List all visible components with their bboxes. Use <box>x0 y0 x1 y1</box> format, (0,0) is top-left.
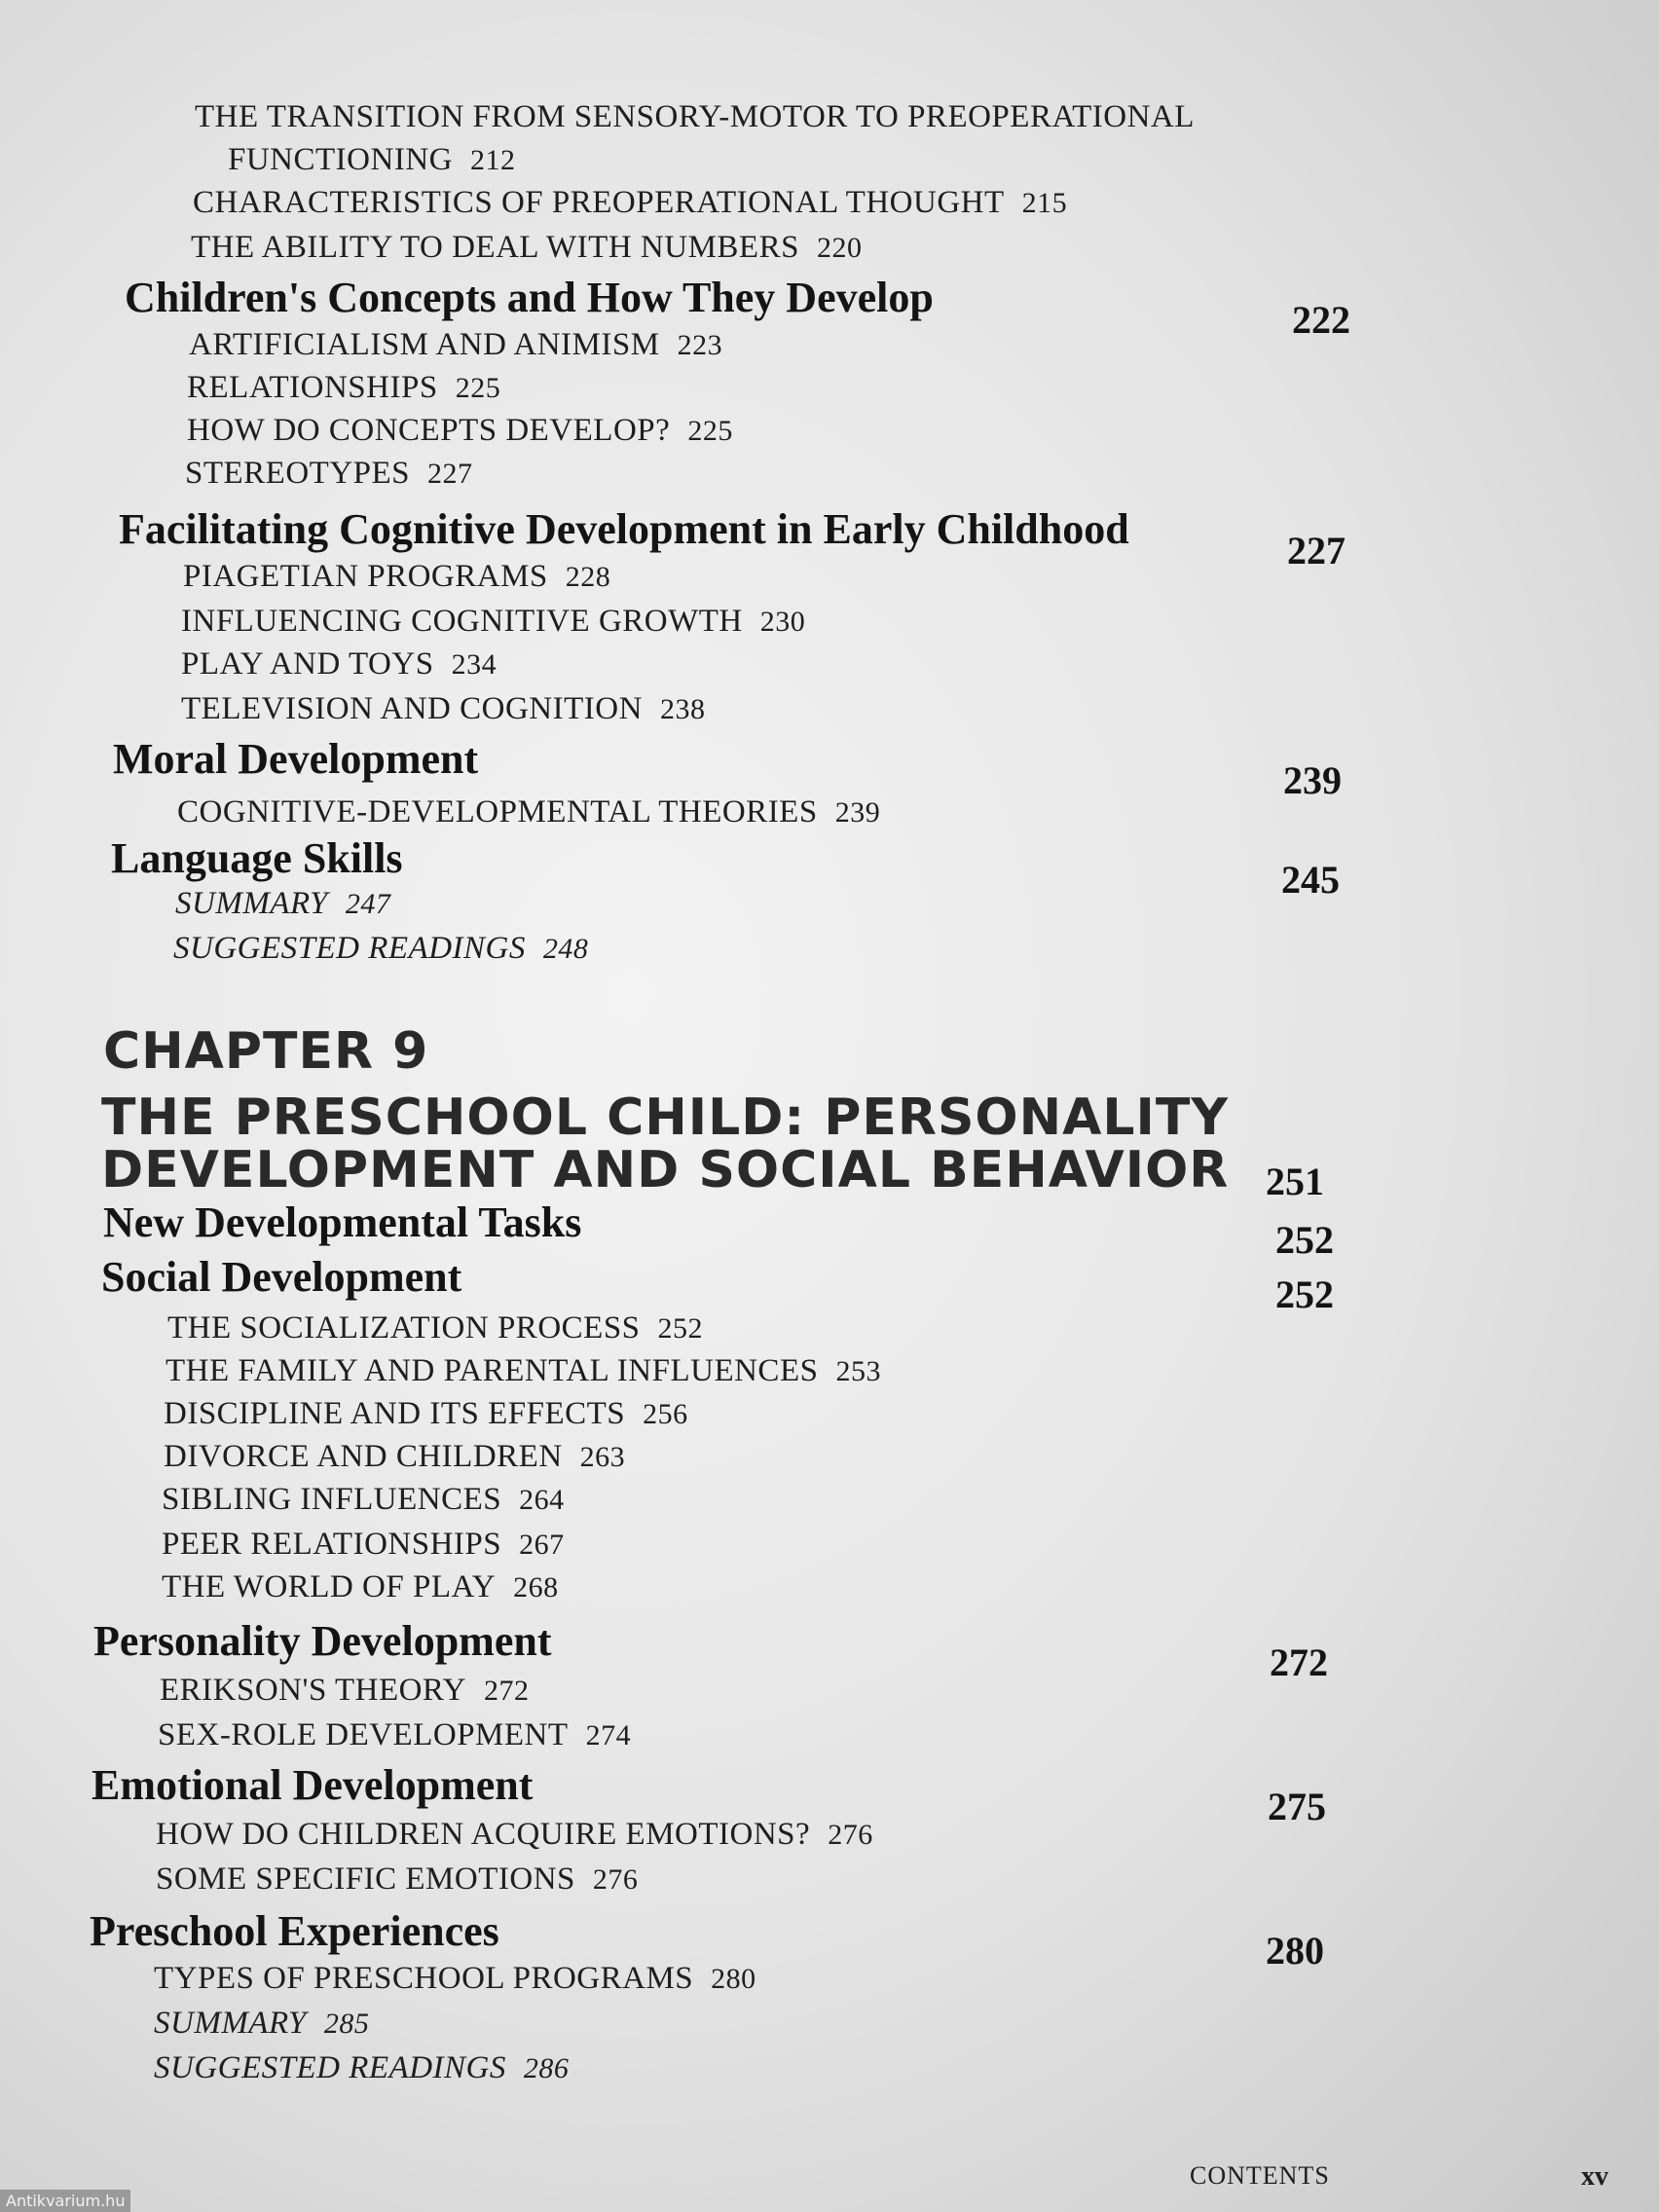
toc-subentry-label: SUMMARY <box>154 2006 307 2041</box>
running-head: CONTENTS <box>1190 2161 1330 2190</box>
toc-subentry-label: DIVORCE AND CHILDREN <box>164 1439 563 1474</box>
toc-subentry-label: THE TRANSITION FROM SENSORY-MOTOR TO PREOPERATIONAL <box>195 99 1195 134</box>
toc-subentry-label: ERIKSON'S THEORY <box>160 1673 466 1708</box>
toc-subentry <box>187 370 500 406</box>
toc-subentry-label: THE FAMILY AND PARENTAL INFLUENCES <box>166 1353 819 1388</box>
toc-section-page: 239 <box>1283 758 1342 802</box>
toc-section-title: Preschool Experiences <box>90 1907 499 1955</box>
toc-subentry-label: SEX-ROLE DEVELOPMENT <box>158 1717 569 1752</box>
toc-subentry-label: SOME SPECIFIC EMOTIONS <box>156 1862 575 1897</box>
toc-subentry-label: FUNCTIONING <box>228 142 453 177</box>
toc-subentry-page: 274 <box>585 1719 632 1751</box>
toc-subentry-label: PEER RELATIONSHIPS <box>162 1527 502 1562</box>
toc-subentry <box>154 2006 369 2042</box>
toc-subentry-label: RELATIONSHIPS <box>187 370 438 405</box>
toc-subentry <box>162 1482 565 1518</box>
toc-section-page: 272 <box>1270 1641 1328 1684</box>
toc-section-page: 222 <box>1292 298 1350 342</box>
toc-subentry-label: HOW DO CONCEPTS DEVELOP? <box>187 413 671 448</box>
toc-subentry <box>154 1961 756 1997</box>
toc-section-page: 245 <box>1281 858 1340 902</box>
toc-subentry <box>167 1310 703 1346</box>
chapter-number: CHAPTER 9 <box>103 1022 429 1081</box>
toc-subentry <box>193 185 1067 221</box>
toc-subentry-page: 239 <box>834 796 881 829</box>
toc-subentry-label: COGNITIVE-DEVELOPMENTAL THEORIES <box>177 794 818 830</box>
toc-subentry <box>181 691 705 727</box>
toc-section-page: 227 <box>1287 529 1346 572</box>
toc-subentry-page: 286 <box>523 2052 570 2084</box>
toc-subentry <box>162 1527 565 1563</box>
toc-subentry-page: 212 <box>470 144 516 176</box>
toc-subentry-page: 264 <box>519 1484 565 1516</box>
toc-subentry-label: SUGGESTED READINGS <box>154 2050 506 2085</box>
toc-subentry-label: DISCIPLINE AND ITS EFFECTS <box>164 1396 626 1431</box>
toc-subentry-label: PLAY AND TOYS <box>181 646 434 682</box>
toc-subentry-page: 230 <box>759 606 806 638</box>
toc-subentry <box>195 99 1195 135</box>
toc-subentry-label: INFLUENCING COGNITIVE GROWTH <box>181 604 743 639</box>
toc-subentry <box>181 604 805 640</box>
toc-subentry <box>191 230 862 266</box>
toc-section-title: Social Development <box>101 1253 462 1301</box>
toc-subentry-page: 253 <box>835 1355 881 1387</box>
toc-subentry-label: CHARACTERISTICS OF PREOPERATIONAL THOUGHT <box>193 185 1005 220</box>
toc-subentry-page: 238 <box>659 693 706 725</box>
toc-subentry <box>156 1862 638 1898</box>
chapter-page: 251 <box>1266 1160 1324 1203</box>
toc-section-page: 280 <box>1266 1929 1324 1972</box>
toc-subentry <box>164 1396 688 1432</box>
toc-subentry-label: PIAGETIAN PROGRAMS <box>183 559 548 594</box>
chapter-title-line1: THE PRESCHOOL CHILD: PERSONALITY <box>101 1088 1229 1147</box>
toc-subentry-label: TELEVISION AND COGNITION <box>181 691 643 726</box>
toc-subentry-page: 215 <box>1021 187 1068 219</box>
toc-subentry-page: 223 <box>677 329 723 361</box>
toc-subentry-page: 252 <box>657 1312 704 1345</box>
toc-subentry <box>183 559 610 595</box>
toc-section-title: Language Skills <box>111 834 403 882</box>
toc-subentry-page: 225 <box>687 415 733 447</box>
toc-subentry-label: THE WORLD OF PLAY <box>162 1569 497 1604</box>
toc-subentry-label: SUMMARY <box>175 886 328 921</box>
toc-subentry-page: 256 <box>643 1398 688 1430</box>
toc-section-page: 252 <box>1275 1218 1334 1262</box>
toc-subentry <box>187 413 733 449</box>
toc-subentry-label: SIBLING INFLUENCES <box>162 1482 502 1517</box>
toc-subentry <box>160 1673 529 1709</box>
toc-section-title: New Developmental Tasks <box>103 1198 582 1246</box>
toc-subentry <box>162 1569 559 1605</box>
toc-subentry-page: 276 <box>592 1863 639 1896</box>
toc-subentry <box>177 794 880 830</box>
toc-subentry-page: 247 <box>345 888 391 920</box>
toc-section-title: Children's Concepts and How They Develop <box>125 274 934 321</box>
toc-subentry-page: 280 <box>711 1963 756 1995</box>
toc-subentry <box>166 1353 881 1389</box>
toc-section-title: Moral Development <box>113 735 479 783</box>
toc-subentry-page: 225 <box>455 372 501 404</box>
toc-subentry-page: 272 <box>483 1675 530 1707</box>
toc-subentry <box>181 646 497 682</box>
toc-subentry <box>173 931 588 967</box>
toc-subentry-page: 285 <box>323 2008 370 2040</box>
toc-subentry-label: HOW DO CHILDREN ACQUIRE EMOTIONS? <box>156 1817 811 1852</box>
toc-subentry-page: 248 <box>542 933 589 965</box>
toc-subentry-page: 268 <box>513 1571 559 1604</box>
toc-section-title: Facilitating Cognitive Development in Early Childhood <box>119 505 1129 553</box>
toc-subentry <box>156 1817 873 1853</box>
toc-subentry <box>185 456 473 492</box>
toc-section-title: Personality Development <box>93 1617 552 1665</box>
toc-section-page: 252 <box>1275 1272 1334 1316</box>
toc-subentry-page: 276 <box>828 1819 873 1851</box>
toc-subentry <box>189 327 722 363</box>
toc-subentry <box>154 2050 569 2086</box>
toc-subentry-label: SUGGESTED READINGS <box>173 931 526 966</box>
toc-subentry-page: 263 <box>579 1441 626 1473</box>
watermark-logo: Antikvarium.hu <box>0 2190 130 2212</box>
toc-section-page: 275 <box>1268 1785 1326 1828</box>
toc-subentry <box>158 1717 631 1753</box>
page-folio: xv <box>1581 2161 1608 2192</box>
toc-subentry-label: TYPES OF PRESCHOOL PROGRAMS <box>154 1961 694 1996</box>
toc-subentry-label: THE SOCIALIZATION PROCESS <box>167 1310 641 1346</box>
toc-subentry-page: 267 <box>519 1529 565 1561</box>
toc-subentry-label: STEREOTYPES <box>185 456 411 491</box>
toc-subentry-label: ARTIFICIALISM AND ANIMISM <box>189 327 660 362</box>
chapter-title-line2: DEVELOPMENT AND SOCIAL BEHAVIOR <box>101 1141 1230 1199</box>
toc-subentry-page: 220 <box>816 232 863 264</box>
toc-subentry-page: 228 <box>565 561 611 593</box>
toc-subentry <box>175 886 390 922</box>
toc-subentry-page: 227 <box>427 458 473 490</box>
toc-subentry-page: 234 <box>451 648 498 681</box>
toc-section-title: Emotional Development <box>92 1761 534 1809</box>
toc-subentry-label: THE ABILITY TO DEAL WITH NUMBERS <box>191 230 799 265</box>
toc-subentry <box>228 142 516 178</box>
toc-subentry <box>164 1439 625 1475</box>
